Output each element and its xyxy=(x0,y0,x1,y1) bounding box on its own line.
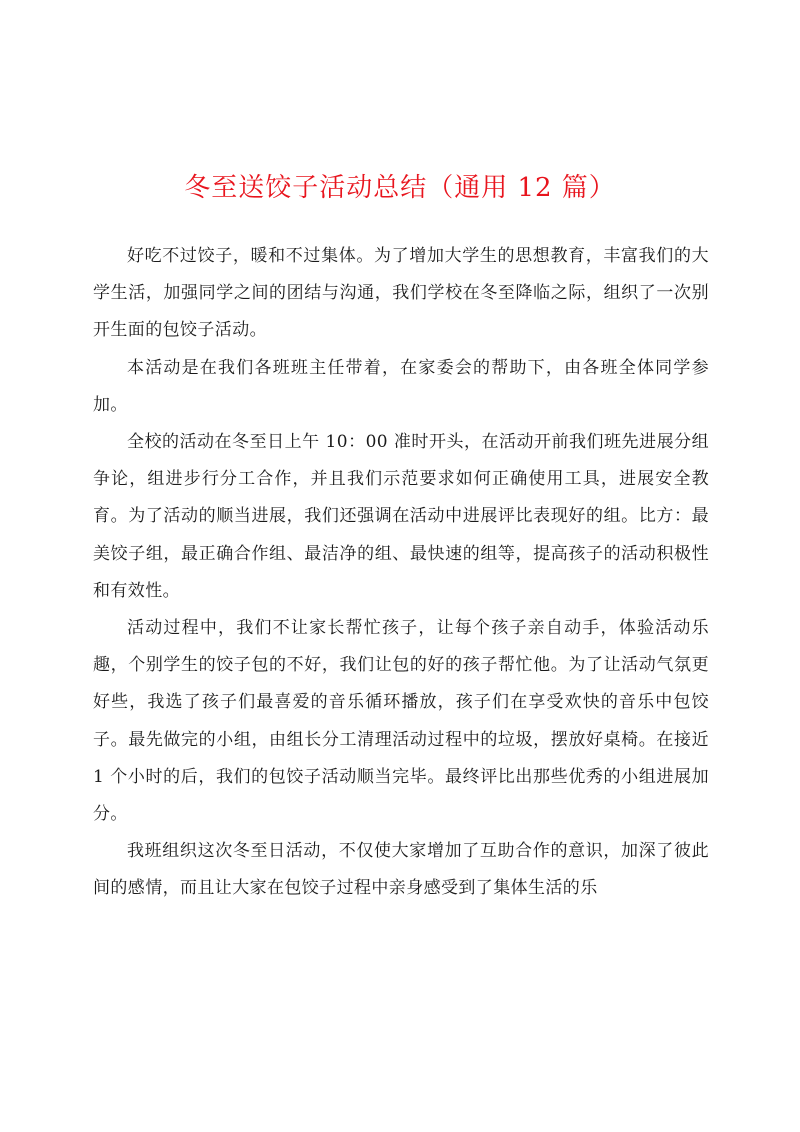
document-title: 冬至送饺子活动总结（通用 12 篇） xyxy=(184,173,616,203)
paragraph-conclusion: 我班组织这次冬至日活动，不仅使大家增加了互助合作的意识，加深了彼此间的感情，而且让大家在包饺子过程中亲身感受到了集体生活的乐 xyxy=(93,841,709,899)
paragraph-participants: 本活动是在我们各班班主任带着，在家委会的帮助下，由各班全体同学参加。 xyxy=(93,357,709,415)
paragraph-intro: 好吃不过饺子，暖和不过集体。为了增加大学生的思想教育，丰富我们的大学生活，加强同学之间的团结与沟通，我们学校在冬至降临之际，组织了一次别开生面的包饺子活动。 xyxy=(93,246,709,341)
paragraph-schedule: 全校的活动在冬至日上午 10：00 准时开头，在活动开前我们班先进展分组争论，组进步行分工合作，并且我们示范要求如何正确使用工具，进展安全教育。为了活动的顺当进展，我们还强调在活动中进展评比表现好的组。比方：最美饺子组，最正确合作组、最洁净的组、最快速的组等，提高孩子的活动积极性和有效性。 xyxy=(93,432,709,601)
paragraph-process: 活动过程中，我们不让家长帮忙孩子，让每个孩子亲自动手，体验活动乐趣，个别学生的饺子包的不好，我们让包的好的孩子帮忙他。为了让活动气氛更好些，我选了孩子们最喜爱的音乐循环播放，孩子们在享受欢快的音乐中包饺子。最先做完的小组，由组长分工清理活动过程中的垃圾，摆放好桌椅。在接近 1 个小时的后，我们的包饺子活动顺当完毕。最终评比出那些优秀的小组进展加分。 xyxy=(93,618,709,825)
document-body xyxy=(93,238,709,908)
